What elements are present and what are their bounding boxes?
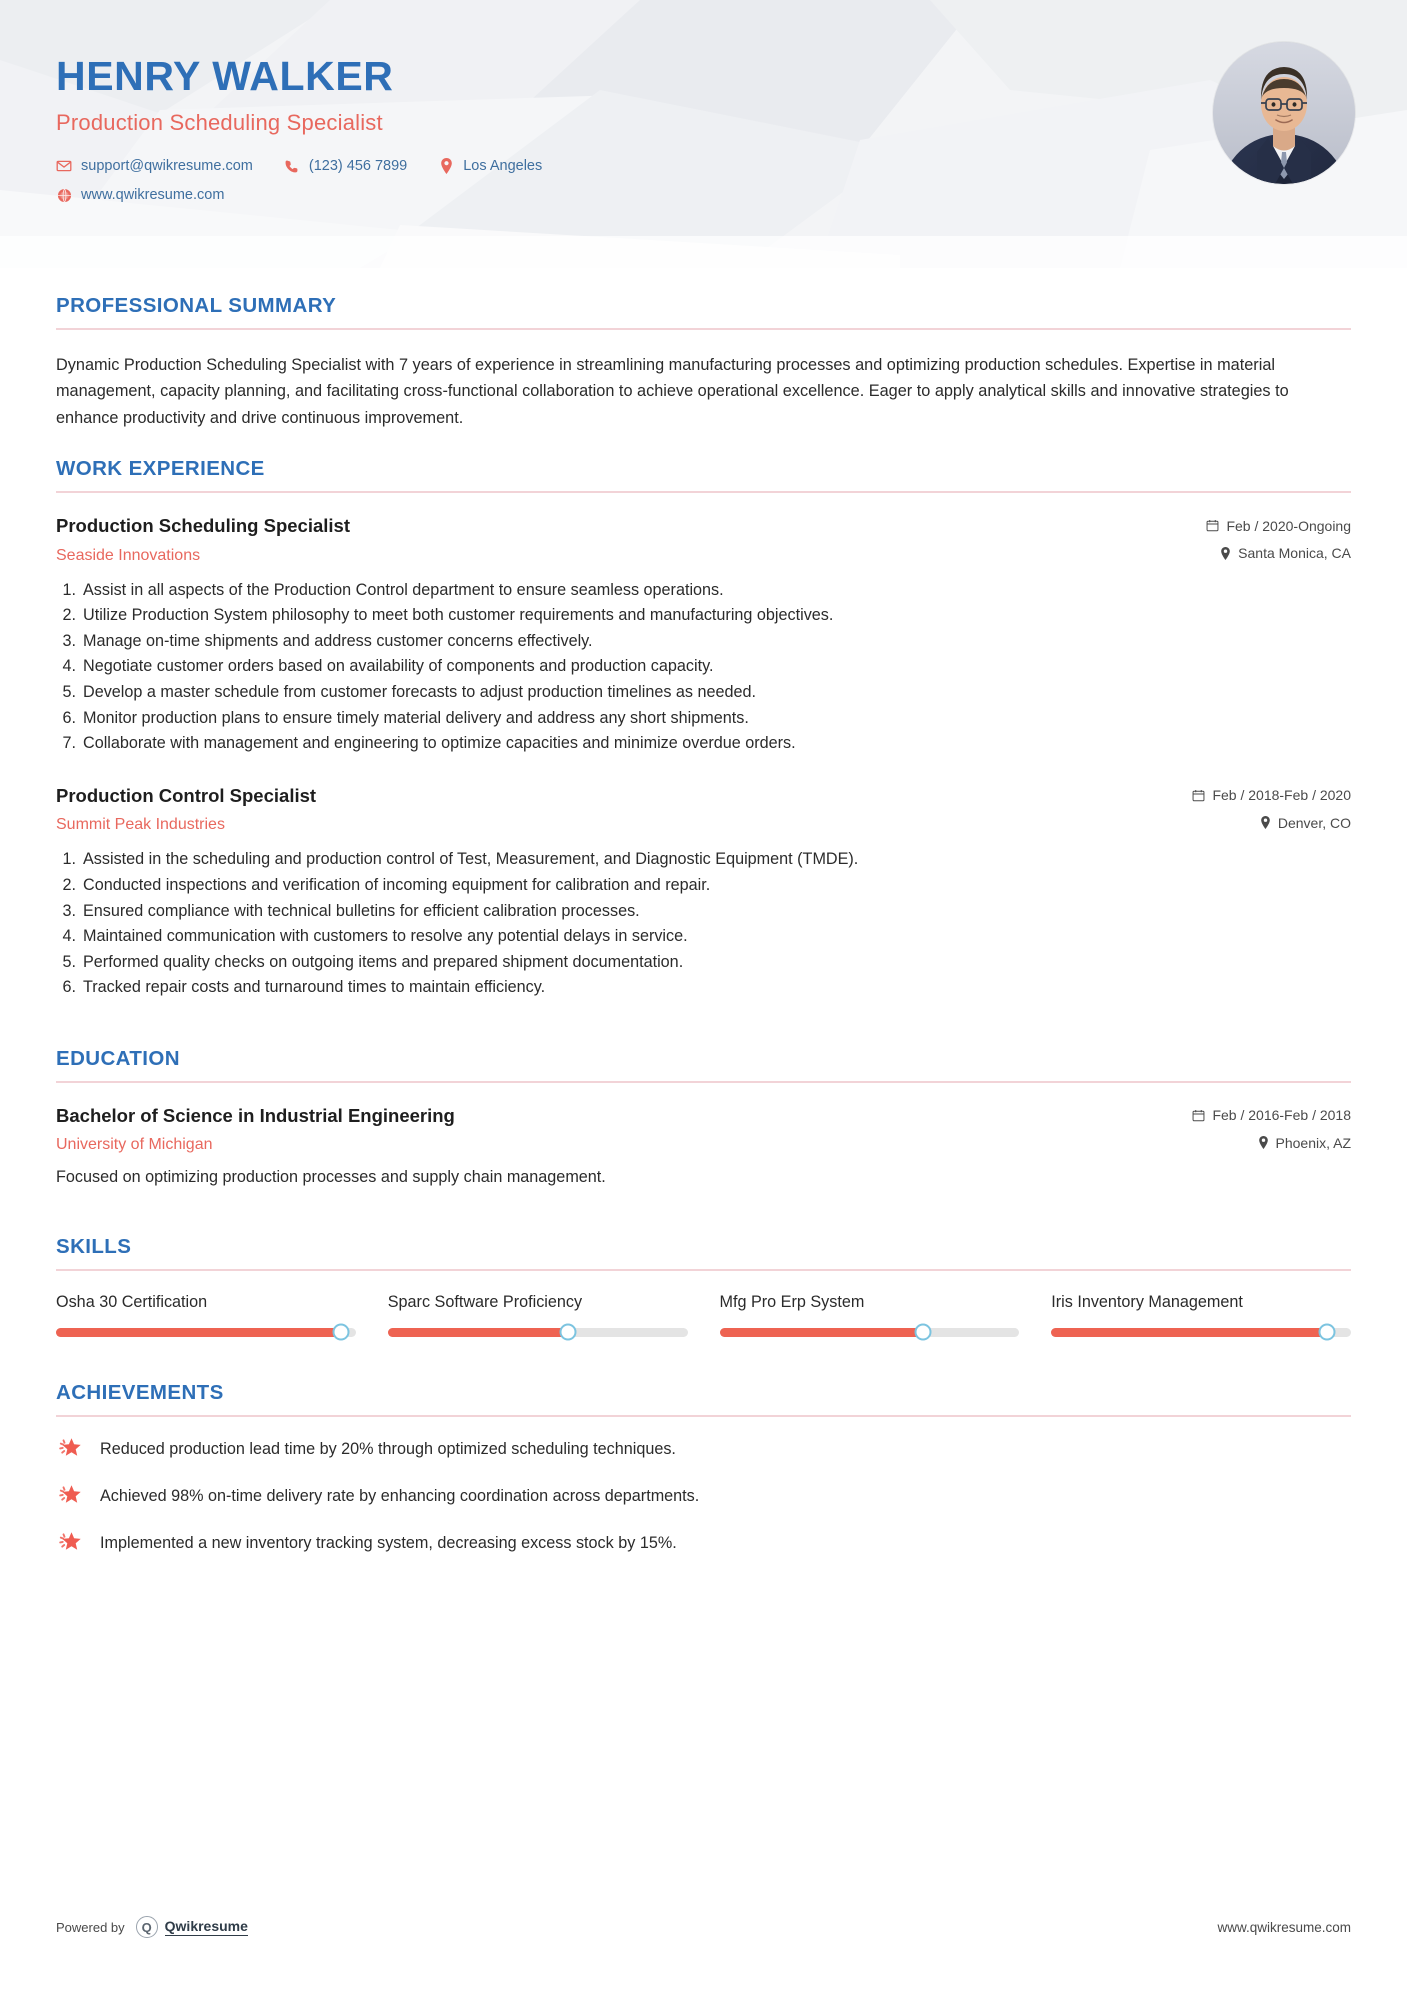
work-entry-location-text: Santa Monica, CA — [1238, 545, 1351, 562]
contact-website-text: www.qwikresume.com — [81, 187, 225, 203]
list-item — [56, 629, 1351, 655]
bullet-text: Utilize Production System philosophy to meet both customer requirements and manufacturing objectives. — [83, 606, 834, 625]
bullet-number: 5. — [62, 683, 76, 702]
star-icon — [56, 1484, 82, 1510]
skill-item — [56, 1293, 356, 1337]
globe-icon — [56, 187, 72, 203]
footer-left — [56, 1916, 248, 1938]
bullet-number: 4. — [62, 927, 76, 946]
work-entry-date-text: Feb / 2018-Feb / 2020 — [1212, 787, 1351, 804]
bullet-number: 4. — [62, 657, 76, 676]
contact-location[interactable] — [438, 158, 542, 174]
skill-item — [388, 1293, 688, 1337]
education-entry-date-text: Feb / 2016-Feb / 2018 — [1212, 1107, 1351, 1124]
skill-progress-fill — [388, 1328, 568, 1337]
contact-website[interactable] — [56, 187, 224, 203]
bullet-number: 5. — [62, 952, 76, 971]
skills-grid — [56, 1293, 1351, 1337]
achievement-text: Reduced production lead time by 20% through optimized scheduling techniques. — [100, 1440, 676, 1459]
section-achievements — [56, 1381, 1351, 1557]
work-entry-date — [1206, 518, 1351, 534]
list-item — [56, 603, 1351, 629]
contact-row-secondary — [56, 187, 1407, 203]
education-entry-organization: University of Michigan — [56, 1136, 213, 1154]
work-entry-location — [1260, 815, 1351, 831]
skill-progress-fill — [56, 1328, 341, 1337]
list-item — [56, 873, 1351, 899]
skill-progress-knob[interactable] — [332, 1324, 349, 1341]
work-entry-sub — [56, 815, 1351, 835]
section-title-work: WORK EXPERIENCE — [56, 457, 265, 481]
qwikresume-logo-icon: Q — [136, 1916, 158, 1938]
work-entry — [56, 785, 1351, 1001]
work-entry-bullets — [56, 578, 1351, 757]
skill-progress-knob[interactable] — [1319, 1324, 1336, 1341]
work-entry-organization: Summit Peak Industries — [56, 816, 225, 834]
work-entry-title: Production Control Specialist — [56, 784, 317, 806]
contact-phone-text: (123) 456 7899 — [308, 158, 408, 174]
star-icon — [56, 1531, 82, 1557]
footer-website: www.qwikresume.com — [1217, 1919, 1351, 1935]
bullet-number: 1. — [62, 580, 76, 599]
bullet-number: 6. — [62, 708, 76, 727]
bullet-number: 3. — [62, 901, 76, 920]
brand-logo[interactable] — [136, 1916, 248, 1938]
list-item — [56, 899, 1351, 925]
skill-name: Osha 30 Certification — [56, 1292, 208, 1311]
skill-progress-track[interactable] — [720, 1328, 1020, 1337]
contact-email-text: support@qwikresume.com — [81, 158, 253, 174]
section-title-achievements: ACHIEVEMENTS — [56, 1380, 224, 1404]
list-item — [56, 578, 1351, 604]
section-divider — [56, 1415, 1351, 1417]
calendar-icon — [1192, 1109, 1205, 1122]
summary-text: Dynamic Production Scheduling Specialist with 7 years of experience in streamlining manufacturing processes and optimizing production schedules. Expertise in material management, capacity planning, and facilitating cross-functional collaboration to achieve operational excellence. Eager to apply analytical skills and innovative strategies to enhance productivity and drive continuous improvement. — [56, 356, 1289, 427]
work-entry-date — [1192, 787, 1351, 803]
bullet-text: Performed quality checks on outgoing items and prepared shipment documentation. — [83, 952, 684, 971]
achievement-text: Achieved 98% on-time delivery rate by enhancing coordination across departments. — [100, 1487, 700, 1506]
skill-progress-knob[interactable] — [915, 1324, 932, 1341]
list-item — [56, 731, 1351, 757]
brand-name: Qwikresume — [164, 1918, 248, 1934]
list-item — [56, 654, 1351, 680]
bullet-text: Manage on-time shipments and address customer concerns effectively. — [83, 631, 593, 650]
bullet-text: Assist in all aspects of the Production Control department to ensure seamless operations. — [83, 580, 724, 599]
education-entry-title: Bachelor of Science in Industrial Engineering — [56, 1104, 455, 1126]
education-entry-location — [1258, 1135, 1352, 1151]
header-content — [0, 0, 1407, 203]
section-divider — [56, 1081, 1351, 1083]
work-entry-head — [56, 785, 1351, 807]
section-divider — [56, 491, 1351, 493]
section-education — [56, 1047, 1351, 1191]
list-item — [56, 680, 1351, 706]
list-item — [56, 1437, 1351, 1463]
section-divider — [56, 328, 1351, 330]
section-divider — [56, 1269, 1351, 1271]
map-pin-icon — [1260, 816, 1271, 829]
education-entry-sub — [56, 1135, 1351, 1155]
work-entry-head — [56, 515, 1351, 537]
page-title: HENRY WALKER — [56, 53, 394, 99]
bullet-text: Conducted inspections and verification of incoming equipment for calibration and repair. — [83, 875, 711, 894]
education-entry-location-text: Phoenix, AZ — [1275, 1134, 1351, 1151]
work-entry-location-text: Denver, CO — [1277, 814, 1351, 831]
map-pin-icon — [1220, 547, 1231, 560]
contact-phone[interactable] — [284, 158, 407, 174]
skill-item — [1051, 1293, 1351, 1337]
skill-name: Sparc Software Proficiency — [387, 1292, 583, 1311]
bullet-text: Ensured compliance with technical bulletins for efficient calibration processes. — [83, 901, 640, 920]
bullet-number: 7. — [62, 734, 76, 753]
job-title: Production Scheduling Specialist — [56, 110, 383, 135]
section-work-experience — [56, 457, 1351, 1001]
list-item — [56, 1484, 1351, 1510]
contact-row-primary — [56, 158, 1407, 174]
contact-email[interactable] — [56, 158, 253, 174]
map-pin-icon — [1258, 1136, 1269, 1149]
skill-progress-track[interactable] — [1051, 1328, 1351, 1337]
skill-item — [720, 1293, 1020, 1337]
list-item — [56, 950, 1351, 976]
achievement-text: Implemented a new inventory tracking system, decreasing excess stock by 15%. — [100, 1534, 677, 1553]
education-entry — [56, 1105, 1351, 1191]
section-title-skills: SKILLS — [56, 1234, 132, 1258]
work-entry-bullets — [56, 847, 1351, 1001]
education-entry-head — [56, 1105, 1351, 1127]
map-pin-icon — [438, 158, 454, 174]
contact-location-text: Los Angeles — [463, 158, 543, 174]
bullet-text: Maintained communication with customers to resolve any potential delays in service. — [83, 927, 688, 946]
bullet-number: 1. — [62, 850, 76, 869]
bullet-text: Monitor production plans to ensure timely material delivery and address any short shipments. — [83, 708, 749, 727]
skill-progress-track[interactable] — [56, 1328, 356, 1337]
resume-header — [0, 0, 1407, 268]
work-entry-location — [1220, 545, 1351, 561]
section-professional-summary — [56, 294, 1351, 431]
achievements-list — [56, 1437, 1351, 1557]
list-item — [56, 924, 1351, 950]
bullet-number: 3. — [62, 631, 76, 650]
page-footer — [56, 1916, 1351, 1938]
skill-progress-track[interactable] — [388, 1328, 688, 1337]
work-entry-title: Production Scheduling Specialist — [56, 515, 350, 537]
bullet-text: Tracked repair costs and turnaround times to maintain efficiency. — [83, 978, 546, 997]
bullet-text: Collaborate with management and engineering to optimize capacities and minimize overdue orders. — [83, 734, 796, 753]
skill-name: Mfg Pro Erp System — [719, 1292, 865, 1311]
list-item — [56, 706, 1351, 732]
bullet-text: Negotiate customer orders based on availability of components and production capacity. — [83, 657, 714, 676]
envelope-icon — [56, 158, 72, 174]
list-item — [56, 847, 1351, 873]
bullet-text: Develop a master schedule from customer forecasts to adjust production timelines as needed. — [83, 683, 757, 702]
work-entry-organization: Seaside Innovations — [56, 546, 201, 564]
list-item — [56, 975, 1351, 1001]
bullet-number: 2. — [62, 875, 76, 894]
work-entry-date-text: Feb / 2020-Ongoing — [1226, 517, 1351, 534]
education-entry-description: Focused on optimizing production processes and supply chain management. — [56, 1168, 606, 1187]
skill-progress-fill — [1051, 1328, 1327, 1337]
bullet-number: 6. — [62, 978, 76, 997]
work-entry-sub — [56, 545, 1351, 565]
resume-body — [0, 294, 1407, 1557]
education-entry-date — [1192, 1107, 1351, 1123]
skill-progress-fill — [720, 1328, 924, 1337]
powered-by-label: Powered by — [56, 1919, 125, 1935]
avatar-illustration — [1213, 42, 1355, 184]
calendar-icon — [1206, 519, 1219, 532]
calendar-icon — [1192, 789, 1205, 802]
skill-progress-knob[interactable] — [559, 1324, 576, 1341]
bullet-text: Assisted in the scheduling and production control of Test, Measurement, and Diagnostic Equipment (TMDE). — [83, 850, 859, 869]
skill-name: Iris Inventory Management — [1051, 1292, 1243, 1311]
work-entry — [56, 515, 1351, 757]
avatar — [1213, 42, 1355, 184]
list-item — [56, 1531, 1351, 1557]
phone-icon — [284, 158, 300, 174]
section-title-education: EDUCATION — [56, 1046, 180, 1070]
section-skills — [56, 1235, 1351, 1337]
section-title-summary: PROFESSIONAL SUMMARY — [56, 294, 337, 317]
star-icon — [56, 1437, 82, 1463]
bullet-number: 2. — [62, 606, 76, 625]
